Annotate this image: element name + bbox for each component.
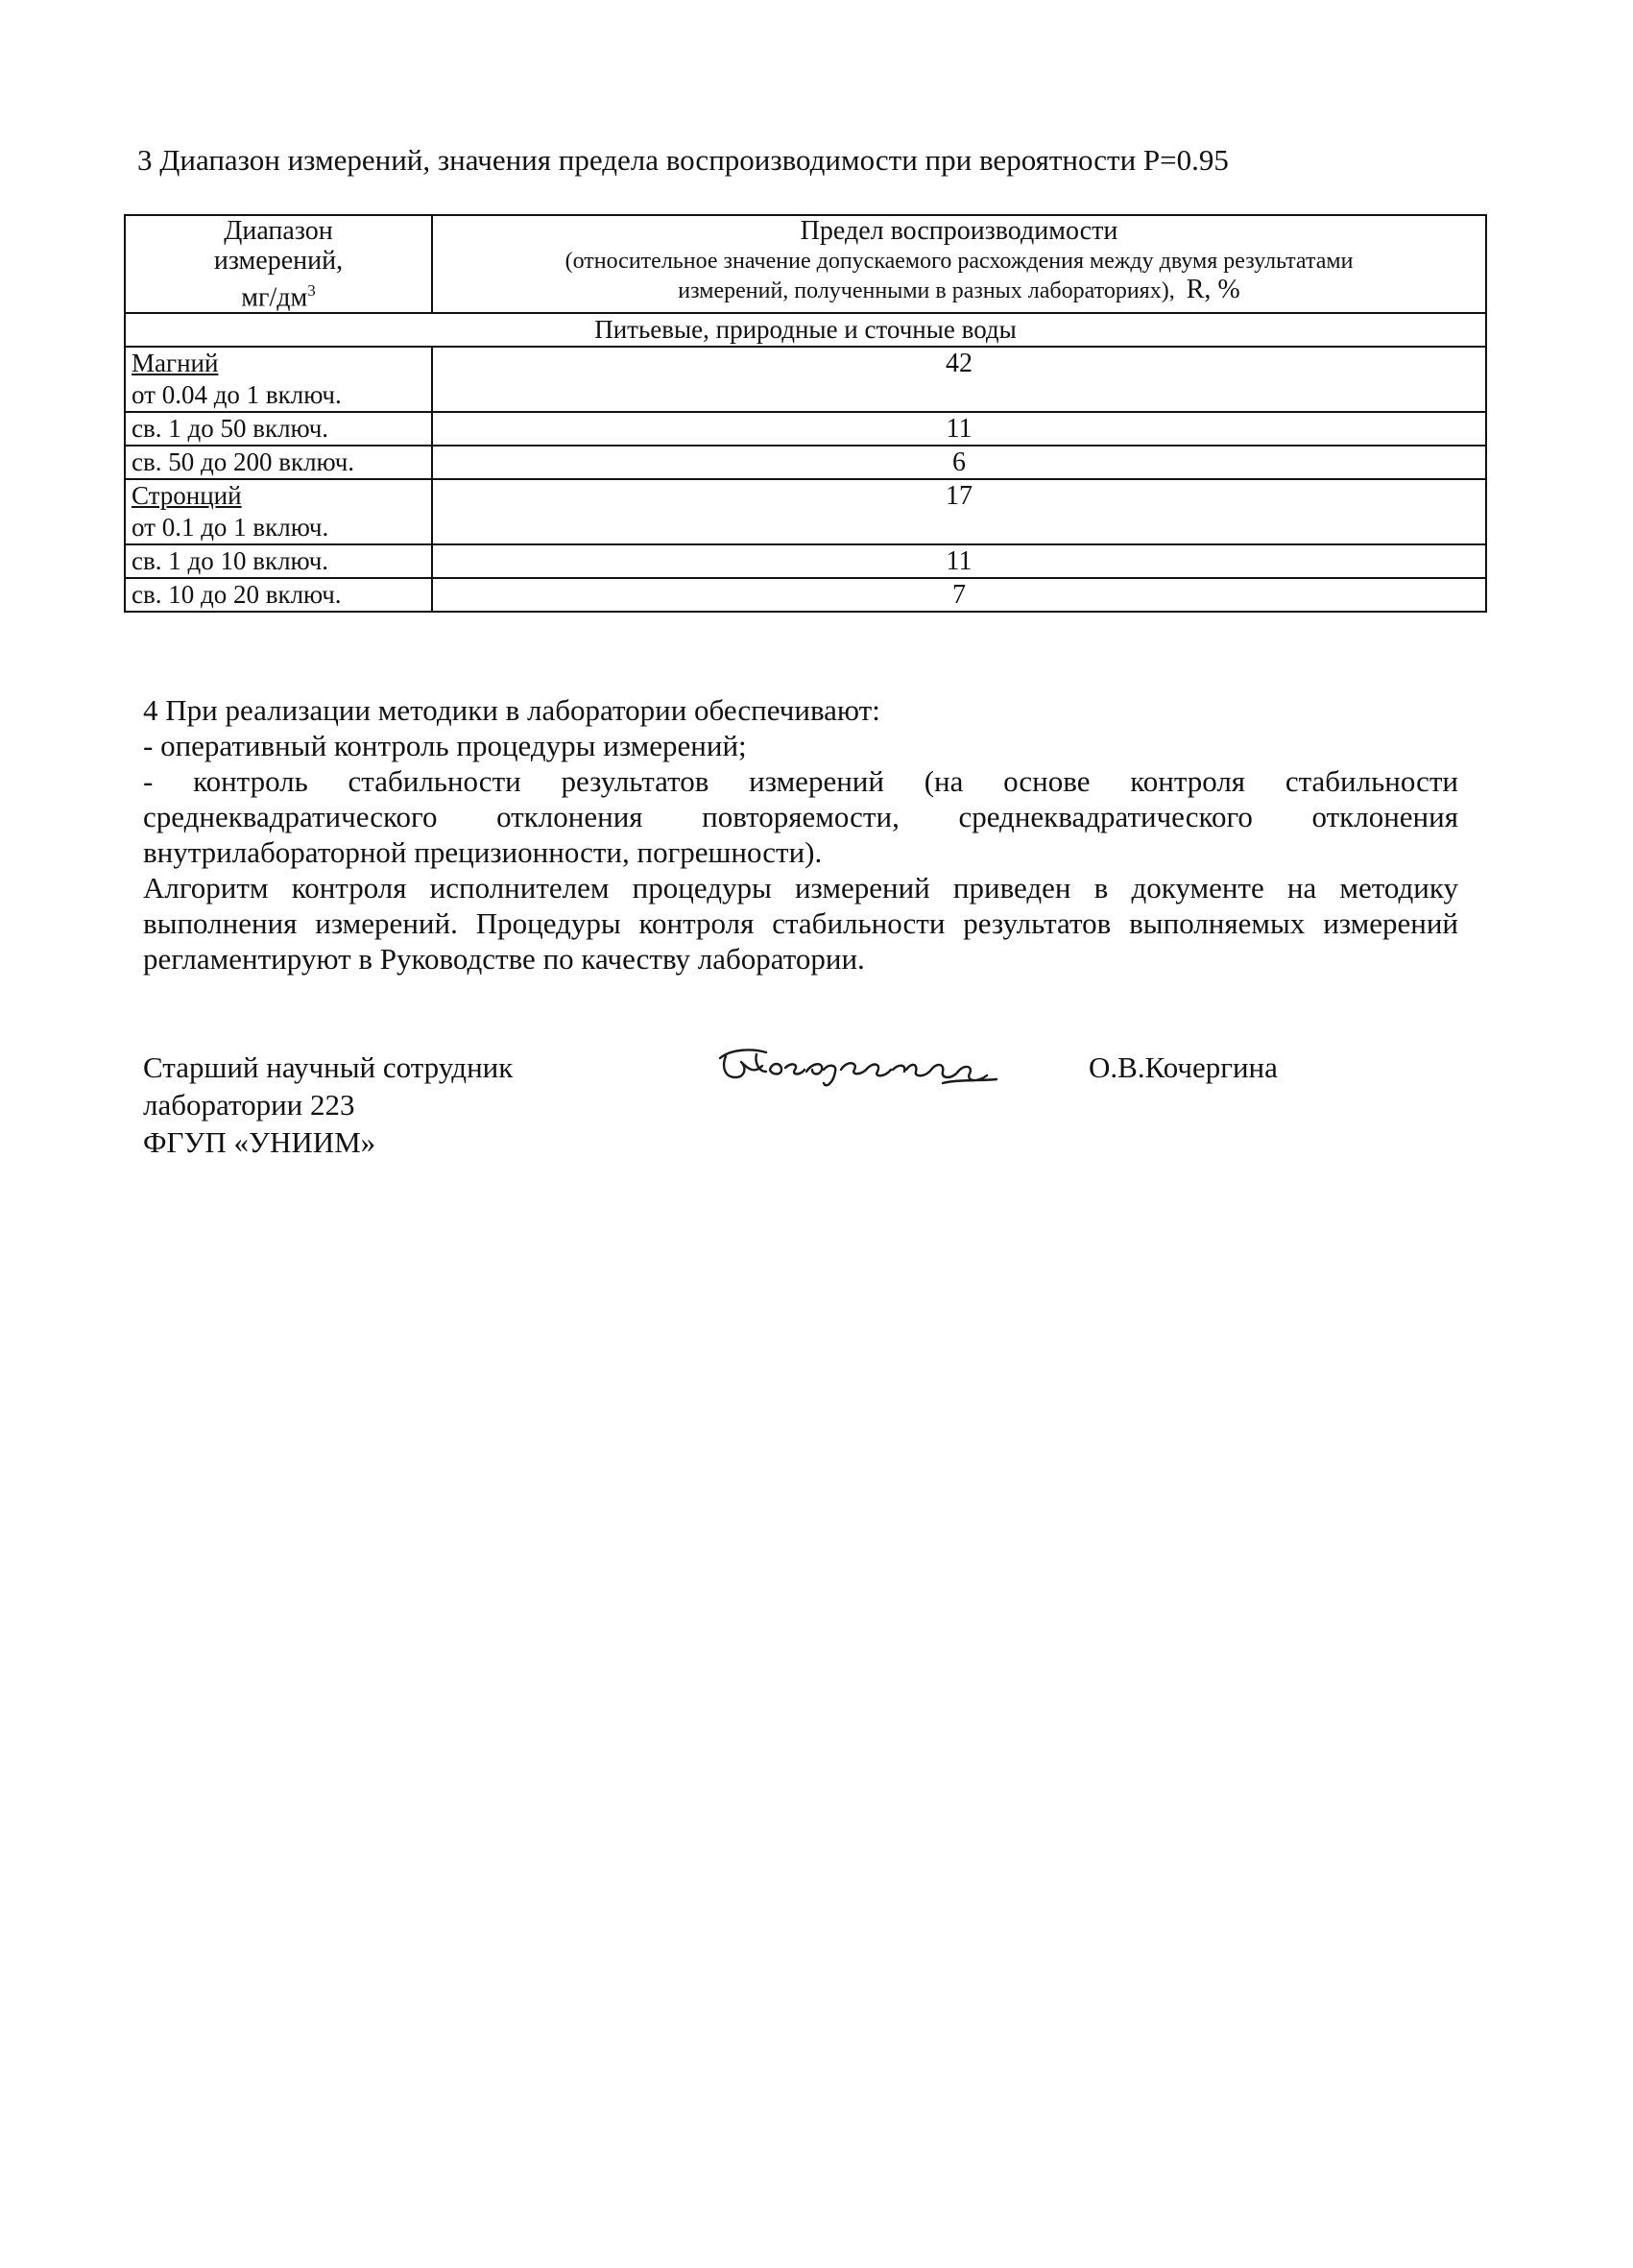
limit-value: 11 [432, 412, 1486, 446]
range-text: от 0.04 до 1 включ. [132, 380, 342, 410]
handwritten-signature [712, 1041, 1020, 1098]
header-range-unit-exponent: 3 [307, 281, 316, 300]
section-4-heading: 4 При реализации методики в лаборатории обеспечивают: [143, 693, 880, 727]
header-range-line1: Диапазон [224, 216, 333, 246]
header-limit-sub2: измерений, полученными в разных лабораториях), [678, 278, 1175, 303]
header-limit-r: R, % [1186, 275, 1240, 304]
section-3-title: 3 Диапазон измерений, значения предела воспроизводимости при вероятности Р=0.95 [137, 143, 1229, 177]
range-cell [125, 479, 432, 544]
range-cell [125, 347, 432, 412]
table-row [125, 479, 1486, 544]
header-range-line2: измерений, [213, 246, 344, 276]
signer-position-line2: лаборатории 223 [143, 1088, 355, 1122]
section-4 [143, 692, 1458, 977]
table-row [125, 578, 1486, 612]
table-row [125, 446, 1486, 479]
signer-position-line3: ФГУП «УНИИМ» [143, 1125, 376, 1159]
range-cell: св. 1 до 50 включ. [125, 412, 432, 446]
range-cell: св. 10 до 20 включ. [125, 578, 432, 612]
limit-value: 42 [432, 347, 1486, 412]
table-row [125, 347, 1486, 412]
element-name-magnesium: Магний [132, 349, 219, 378]
header-range-unit: мг/дм [241, 282, 308, 313]
limit-value: 7 [432, 578, 1486, 612]
limit-value: 6 [432, 446, 1486, 479]
signer-name: О.В.Кочергина [1089, 1050, 1278, 1084]
element-name-strontium: Стронций [132, 481, 242, 511]
range-cell: св. 50 до 200 включ. [125, 446, 432, 479]
header-limit-sub1: (относительное значение допускаемого расхождения между двумя результатами [564, 249, 1354, 274]
header-limit-title: Предел воспроизводимости [800, 216, 1118, 246]
signer-position-line1: Старший научный сотрудник [143, 1050, 514, 1084]
limit-value: 11 [432, 544, 1486, 578]
header-limit [432, 215, 1486, 313]
table-row [125, 544, 1486, 578]
section-4-item-1: - оперативный контроль процедуры измерений; [143, 729, 747, 762]
table-header-row [125, 215, 1486, 313]
group-row [125, 313, 1486, 347]
range-text: от 0.1 до 1 включ. [132, 513, 329, 543]
section-4-item-2: - контроль стабильности результатов измерений (на основе контроля стабильности среднеквадратического отклонения повторяемости, среднеквадратического отклонения внутрилабораторной прецизионности, погрешности). [143, 764, 1458, 869]
limit-value: 17 [432, 479, 1486, 544]
header-limit-sub2-wrap [439, 276, 1479, 305]
table-row [125, 412, 1486, 446]
group-label: Питьевые, природные и сточные воды [125, 313, 1486, 347]
header-range [125, 215, 432, 313]
range-cell: св. 1 до 10 включ. [125, 544, 432, 578]
signer-position [143, 1049, 513, 1161]
reproducibility-table [124, 214, 1487, 613]
section-4-paragraph: Алгоритм контроля исполнителем процедуры измерений приведен в документе на методику выполнения измерений. Процедуры контроля стабильности результатов выполняемых измерений регламентируют в Руководстве по качеству лаборатории. [143, 871, 1458, 976]
